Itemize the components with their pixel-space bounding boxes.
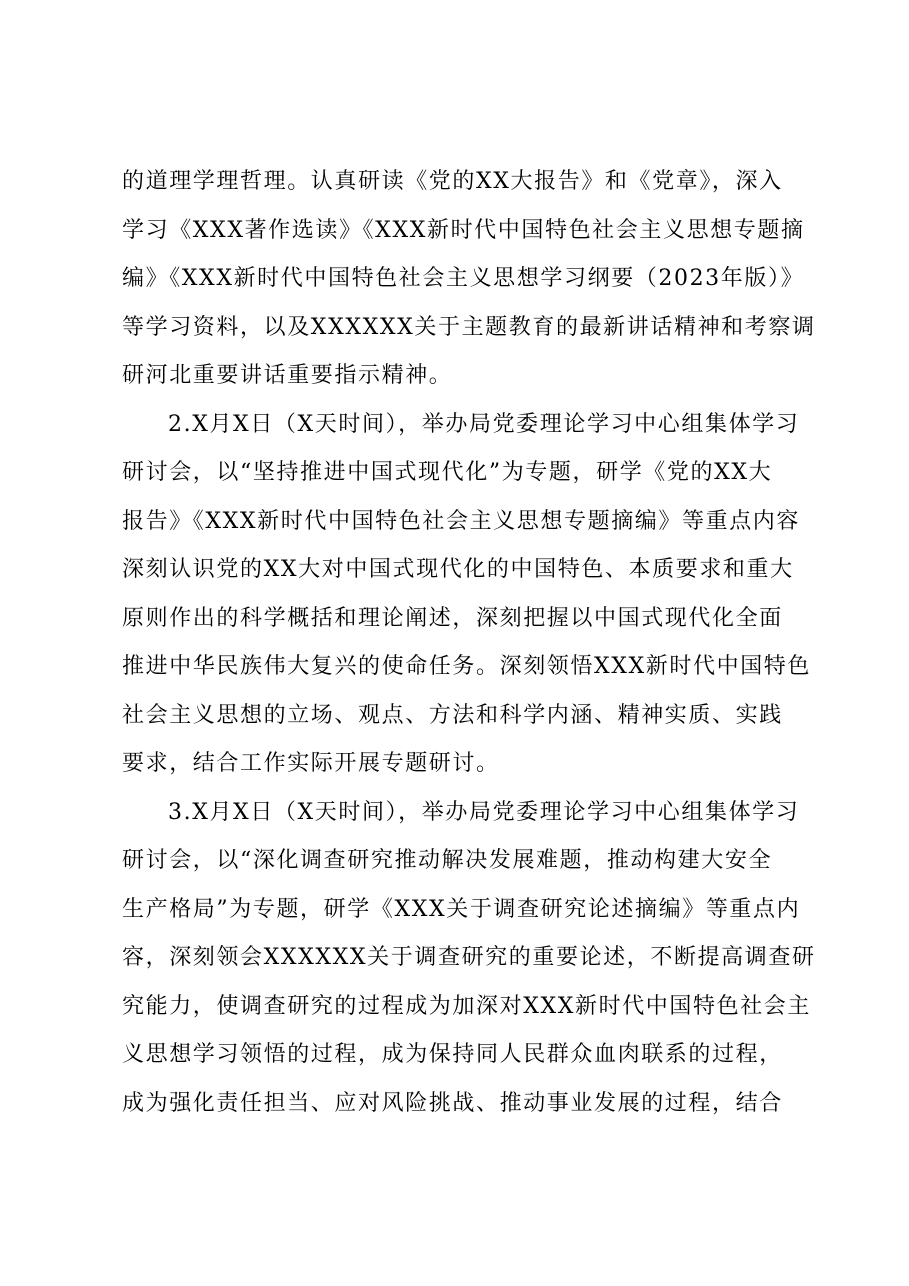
text-line: 社会主义思想的立场、观点、方法和科学内涵、精神实质、实践 — [122, 702, 783, 728]
text-line: 3.X月X日（X天时间），举办局党委理论学习中心组集体学习 — [168, 799, 800, 825]
text-line: 编》《XXX新时代中国特色社会主义思想学习纲要（2023年版）》 — [122, 266, 805, 291]
text-line: 要求，结合工作实际开展专题研讨。 — [122, 751, 500, 776]
text-line: 推进中华民族伟大复兴的使命任务。深刻领悟XXX新时代中国特色 — [122, 654, 811, 679]
text-line: 容，深刻领会XXXXXX关于调查研究的重要论述，不断提高调查研 — [122, 945, 816, 970]
text-line: 研讨会，以“坚持推进中国式现代化”为专题，研学《党的XX大 — [122, 460, 773, 485]
paragraph-item-2 — [122, 401, 811, 789]
paragraph-continuation — [122, 158, 816, 401]
text-line: 原则作出的科学概括和理论阐述，深刻把握以中国式现代化全面 — [122, 605, 783, 631]
text-line: 的道理学理哲理。认真研读《党的XX大报告》和《党章》，深入 — [122, 169, 783, 194]
text-line: 深刻认识党的XX大对中国式现代化的中国特色、本质要求和重大 — [122, 557, 794, 582]
text-line: 研讨会，以“深化调查研究推动解决发展难题，推动构建大安全 — [122, 848, 773, 873]
document-body — [122, 158, 816, 1128]
text-line: 成为强化责任担当、应对风险挑战、推动事业发展的过程，结合 — [122, 1090, 783, 1116]
text-line: 生产格局”为专题，研学《XXX关于调查研究论述摘编》等重点内 — [122, 896, 801, 922]
text-line: 等学习资料，以及XXXXXX关于主题教育的最新讲话精神和考察调 — [122, 314, 816, 340]
text-line: 义思想学习领悟的过程，成为保持同人民群众血肉联系的过程， — [122, 1042, 783, 1067]
text-line: 究能力，使调查研究的过程成为加深对XXX新时代中国特色社会主 — [122, 993, 811, 1019]
text-line: 报告》《XXX新时代中国特色社会主义思想专题摘编》等重点内容 — [122, 508, 800, 534]
text-line: 2.X月X日（X天时间），举办局党委理论学习中心组集体学习 — [168, 411, 800, 437]
text-line: 研河北重要讲话重要指示精神。 — [122, 363, 453, 388]
text-line: 学习《XXX著作选读》《XXX新时代中国特色社会主义思想专题摘 — [122, 217, 805, 243]
paragraph-item-3 — [122, 789, 816, 1129]
